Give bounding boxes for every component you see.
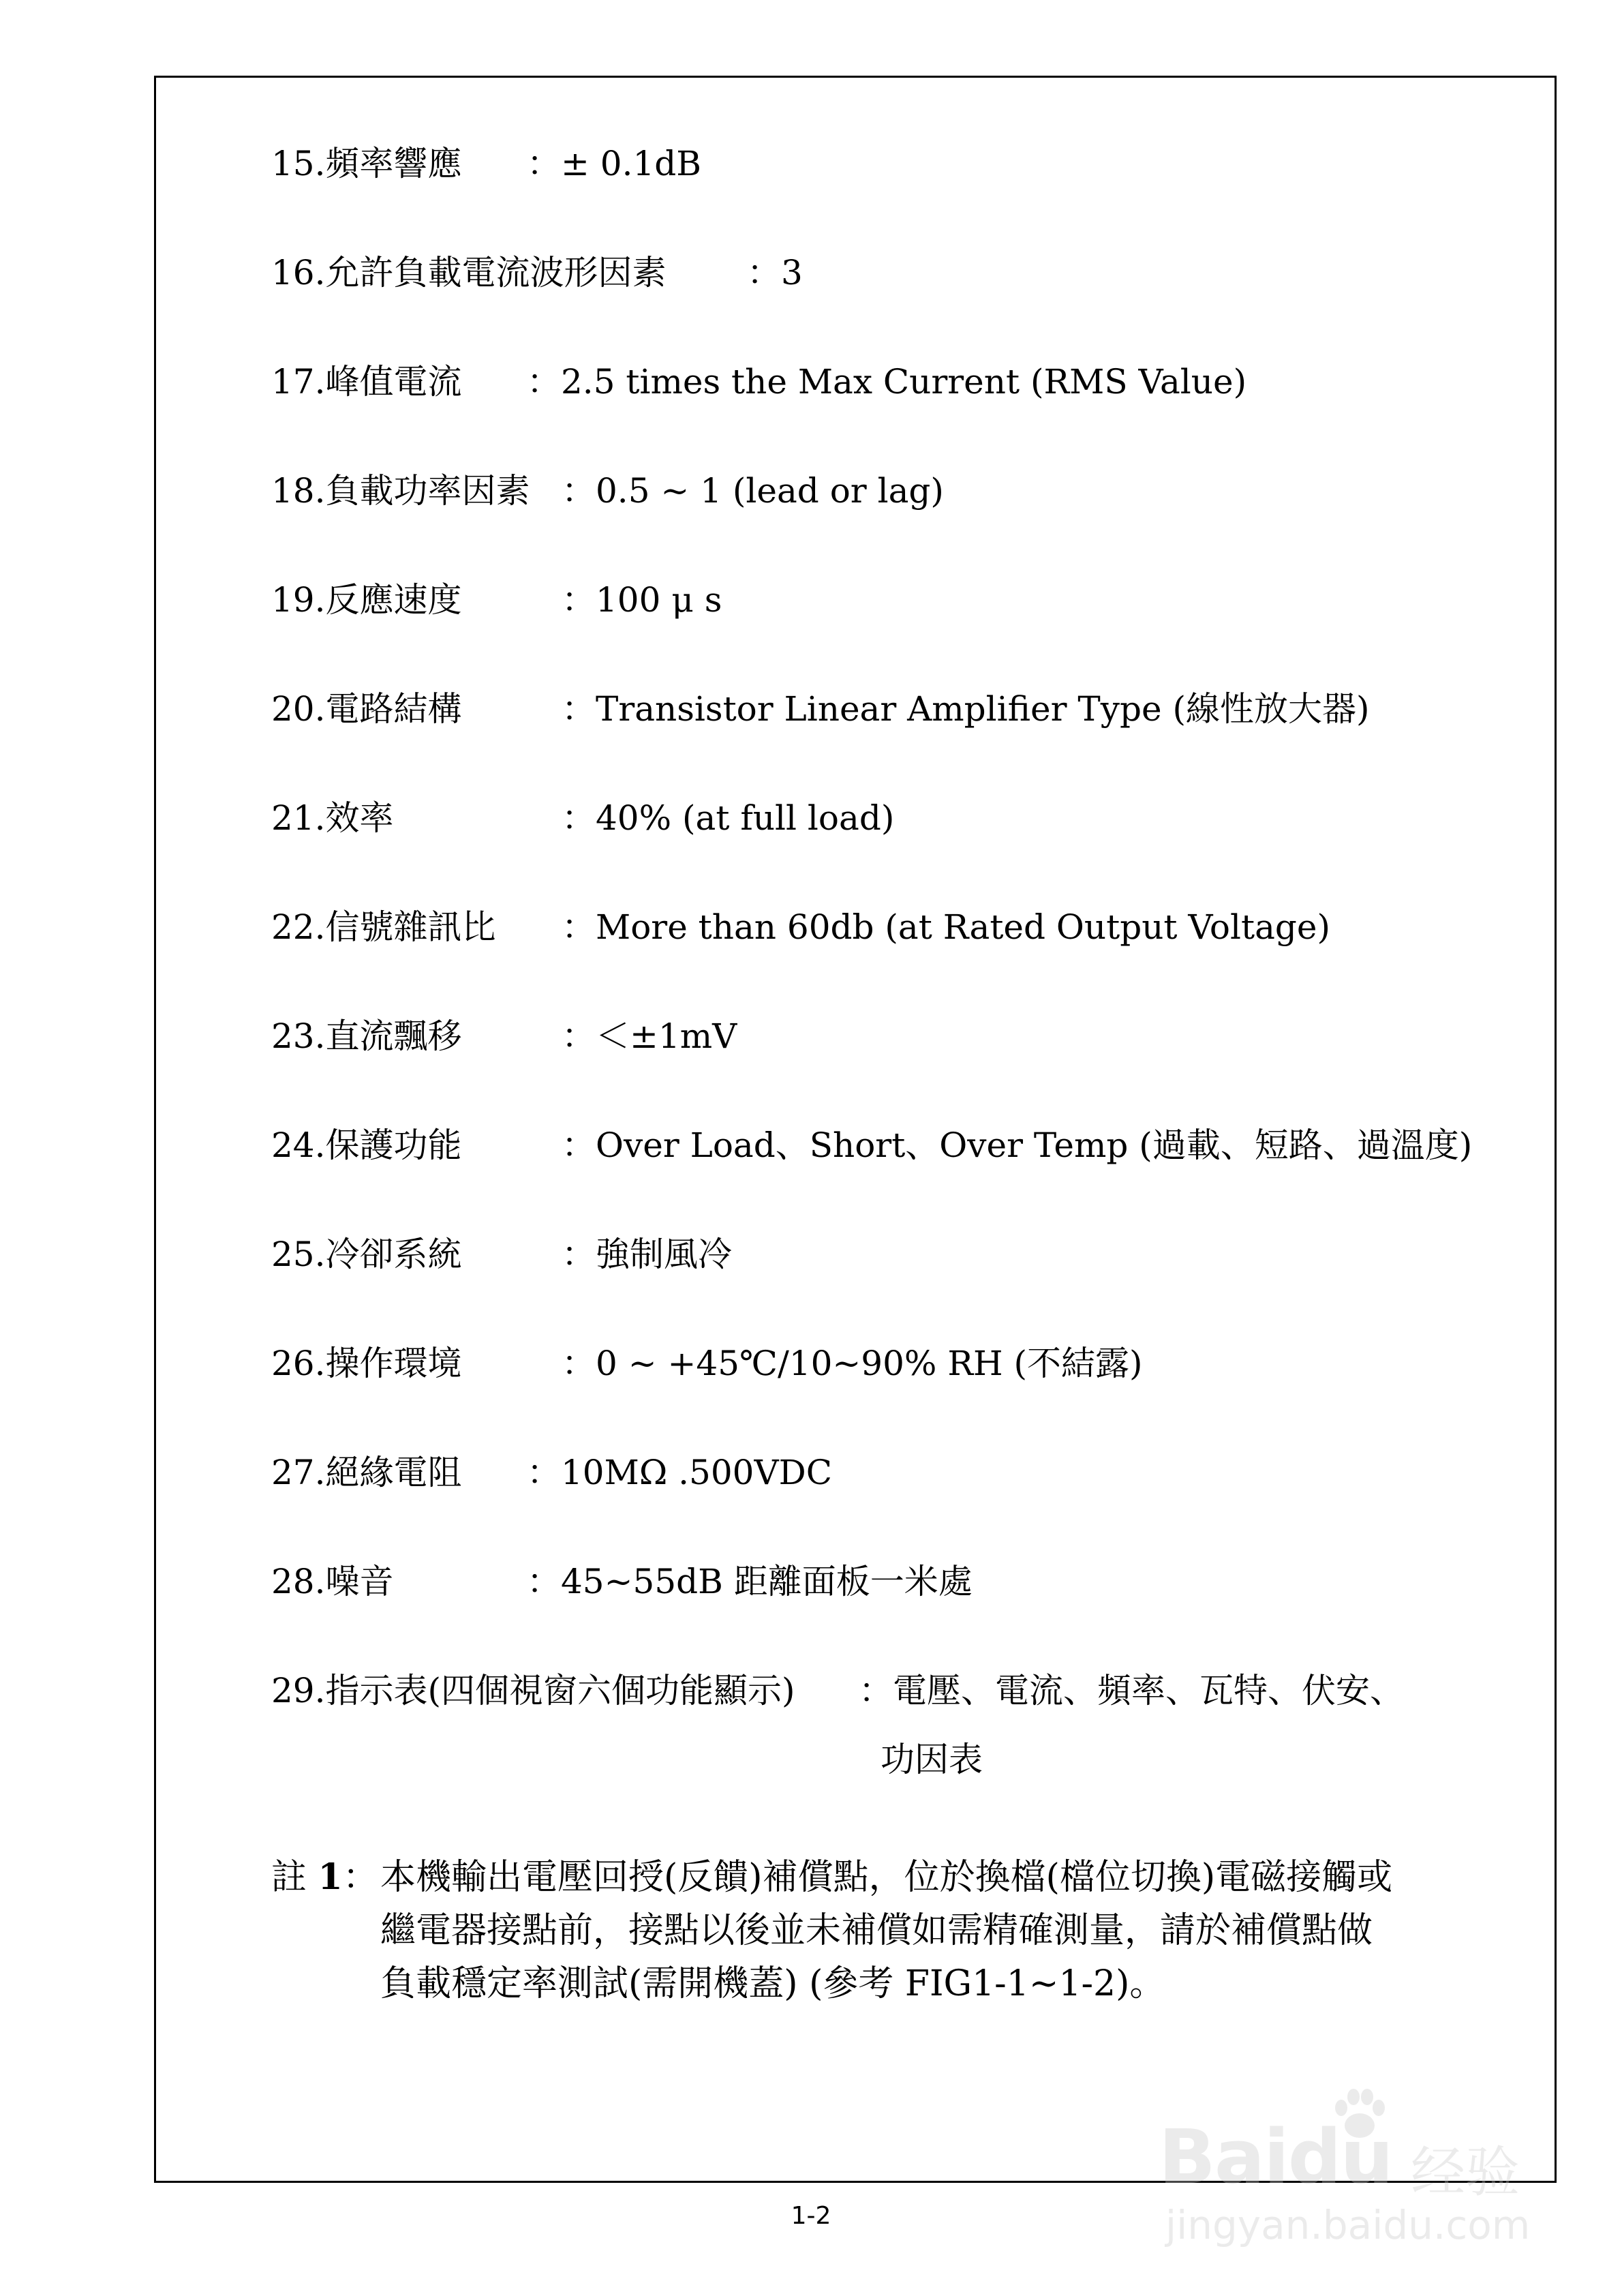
spec-value: ：Over Load、Short、Over Temp (過載、短路、過溫度) xyxy=(562,1126,1473,1165)
spec-label: 29.指示表(四個視窗六個功能顯示) xyxy=(271,1671,795,1710)
watermark-logo: Baidu xyxy=(1159,2113,1392,2201)
footnote-number: 1 xyxy=(318,1856,343,1898)
spec-label: 19.反應速度 xyxy=(271,580,462,620)
spec-label: 21.效率 xyxy=(271,798,394,838)
spec-value: ：100 μ s xyxy=(562,580,722,620)
footnote-text: 本機輸出電壓回授(反饋)補償點，位於換檔(檔位切換)電磁接觸或 繼電器接點前，接點以後並未補償如需精確測量，請於補償點做 負載穩定率測試(需開機蓋) (參考 FIG1-1~1-2)。 xyxy=(380,1857,1393,2004)
footnote-head xyxy=(271,1851,378,1904)
spec-label: 28.噪音 xyxy=(271,1562,394,1601)
spec-value: ：± 0.1dB xyxy=(527,144,702,183)
spec-label: 20.電路結構 xyxy=(271,689,462,729)
watermark-cn: 经验 xyxy=(1411,2141,1520,2204)
spec-label: 25.冷卻系統 xyxy=(271,1235,462,1274)
spec-value: ：＜±1mV xyxy=(562,1016,737,1056)
spec-value: ：3 xyxy=(747,253,803,292)
watermark-url: jingyan.baidu.com xyxy=(1165,2202,1531,2248)
spec-value: ：2.5 times the Max Current (RMS Value) xyxy=(527,362,1247,402)
spec-value: ：0.5 ~ 1 (lead or lag) xyxy=(562,471,944,511)
page-number: 1-2 xyxy=(791,2202,831,2230)
spec-value: ：10MΩ .500VDC xyxy=(527,1453,832,1492)
spec-value: ：40% (at full load) xyxy=(562,798,895,838)
spec-label: 17.峰值電流 xyxy=(271,362,462,402)
spec-label: 18.負載功率因素 xyxy=(271,471,530,511)
spec-value: ：電壓、電流、頻率、瓦特、伏安、 xyxy=(859,1671,1404,1710)
spec-value: ：強制風冷 xyxy=(562,1235,732,1274)
spec-value: ：45~55dB 距離面板一米處 xyxy=(527,1562,973,1601)
spec-value: ：0 ~ +45℃/10~90% RH (不結露) xyxy=(562,1344,1143,1383)
spec-29-continuation: 功因表 xyxy=(881,1740,983,1779)
spec-label: 16.允許負載電流波形因素 xyxy=(271,253,667,292)
baidu-watermark xyxy=(1159,2086,1540,2250)
spec-label: 24.保護功能 xyxy=(271,1126,462,1165)
spec-label: 27.絕緣電阻 xyxy=(271,1453,462,1492)
spec-label: 26.操作環境 xyxy=(271,1344,462,1383)
footnote-prefix: 註 xyxy=(271,1857,307,1898)
spec-label: 23.直流飄移 xyxy=(271,1016,462,1056)
spec-label: 22.信號雜訊比 xyxy=(271,907,496,947)
spec-label: 15.頻率響應 xyxy=(271,144,462,183)
spec-value: ：More than 60db (at Rated Output Voltage) xyxy=(562,907,1331,947)
footnote-colon: ： xyxy=(342,1857,378,1898)
spec-value: ：Transistor Linear Amplifier Type (線性放大器) xyxy=(562,689,1370,729)
